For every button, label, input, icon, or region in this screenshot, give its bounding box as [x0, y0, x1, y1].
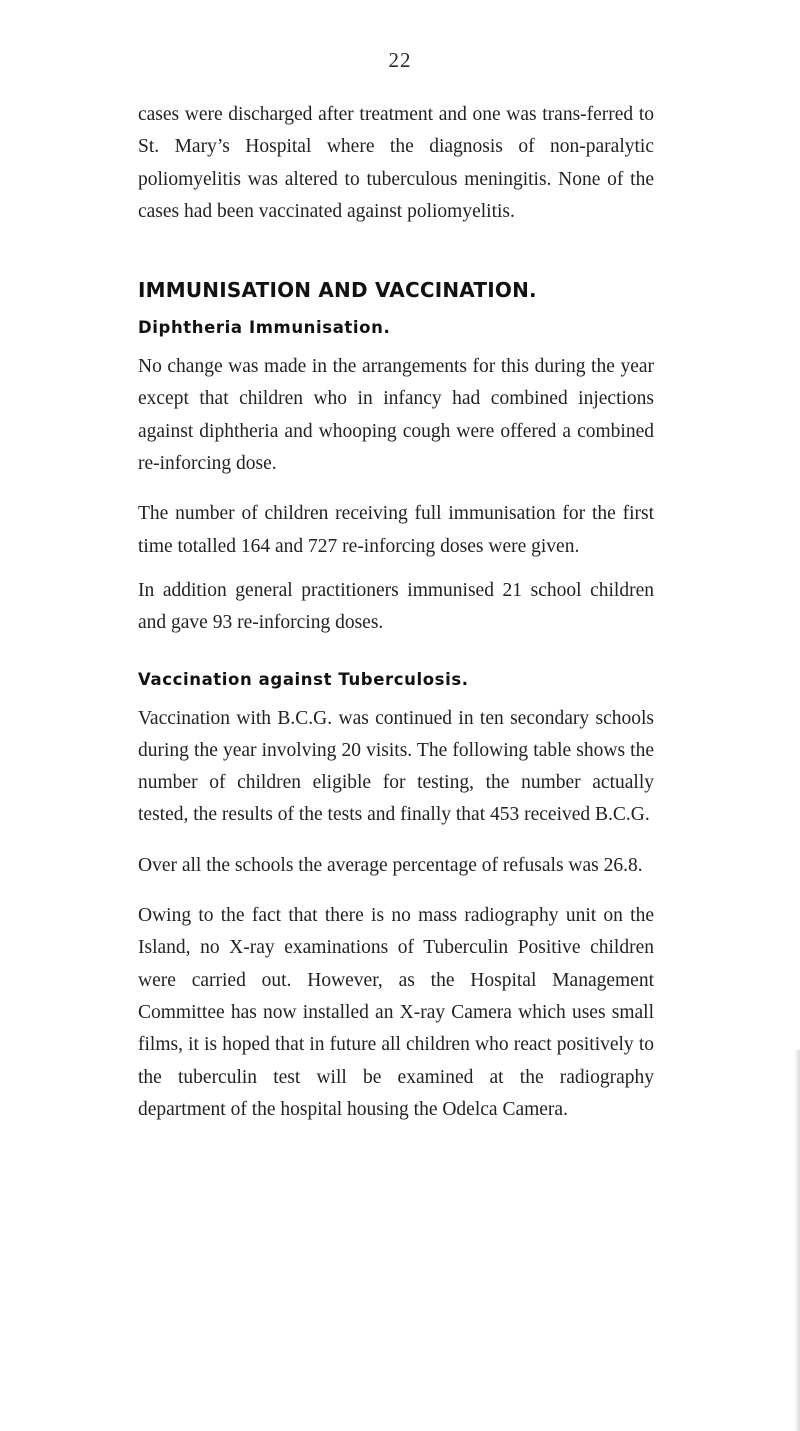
subheading-tuberculosis: Vaccination against Tuberculosis.: [138, 669, 469, 689]
paragraph-tb-radiography: Owing to the fact that there is no mass radiography unit on the Island, no X-ray examinations of Tuberculin Positive children were carried out. However, as the Hospital Management Committee has now installed an X-ray Camera which uses small films, it is hoped that in future all children who react positively to the tuberculin test will be examined at the radiography department of the hospital housing the Odelca Camera.: [138, 905, 654, 1120]
subheading-diphtheria: Diphtheria Immunisation.: [138, 318, 391, 338]
paragraph-tb-vaccination: Vaccination with B.C.G. was continued in ten secondary schools during the year involving 20 visits. The following table shows the number of children eligible for testing, the number actually tested, the results of the tests and finally that 453 received B.C.G.: [138, 707, 654, 826]
paragraph-diphtheria-arrangements: No change was made in the arrangements for this during the year except that children who in infancy had combined injections against diphtheria and whooping cough were offered a combined re-inforcing dose.: [138, 356, 654, 475]
page-number: 22: [388, 48, 412, 72]
paragraph-diphtheria-practitioners: In addition general practitioners immunised 21 school children and gave 93 re-inforcing doses.: [138, 579, 654, 634]
paragraph-diphtheria-totals: The number of children receiving full immunisation for the first time totalled 164 and 727 re-inforcing doses were given.: [138, 503, 654, 557]
page-body: [138, 99, 654, 1126]
paragraph-tb-refusals: Over all the schools the average percentage of refusals was 26.8.: [138, 854, 643, 876]
section-heading-immunisation: IMMUNISATION AND VACCINATION.: [138, 278, 537, 303]
paragraph-intro: cases were discharged after treatment and one was trans-ferred to St. Mary’s Hospital where the diagnosis of non-paralytic poliomyelitis was altered to tuberculous meningitis. None of the cases had been vaccinated against poliomyelitis.: [138, 104, 654, 222]
page-edge-shadow: [794, 1050, 800, 1431]
